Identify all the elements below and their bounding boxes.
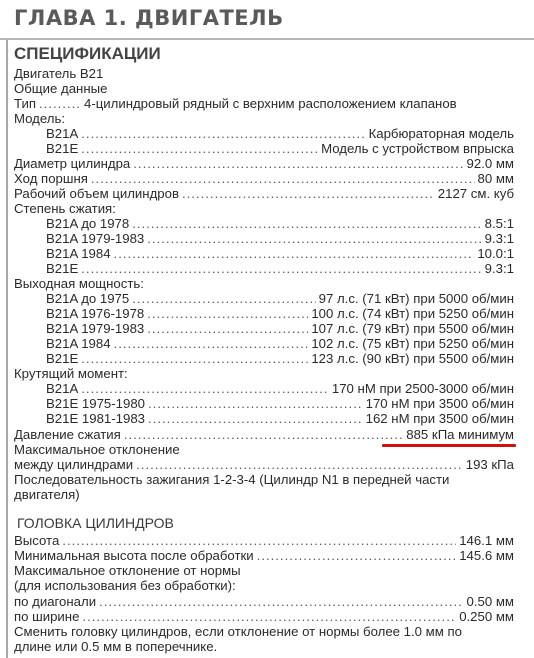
power-row [46, 336, 514, 352]
leader-dots [147, 231, 481, 247]
firing-order-line: Последовательность зажигания 1-2-3-4 (Цилиндр N1 в передней части [14, 472, 450, 487]
leader-dots [148, 396, 363, 412]
max-dev-line: Максимальное отклонение [14, 442, 180, 457]
compression-name: B21A 1979-1983 [46, 231, 145, 246]
leader-dots [99, 594, 463, 610]
height-label: Высота [14, 533, 60, 548]
leader-dots [81, 381, 329, 397]
power-value: 123 л.с. (90 кВт) при 5500 об/мин [311, 351, 514, 366]
replace-line: Сменить головку цилиндров, если отклонение от нормы более 1.0 мм по [14, 624, 462, 639]
power-row [46, 321, 514, 337]
leader-dots [81, 141, 318, 157]
bore-row [14, 156, 514, 172]
leader-dots [91, 171, 475, 187]
leader-dots [114, 246, 475, 262]
compression-row [46, 216, 514, 232]
min-height-value: 145.6 мм [459, 548, 514, 563]
power-name: B21A 1979-1983 [46, 321, 145, 336]
leader-dots [81, 351, 308, 367]
model-label: Модель: [14, 111, 65, 126]
compression-name: B21A до 1978 [46, 216, 130, 231]
engine-label: Двигатель B21 [14, 66, 104, 81]
power-name: B21E [46, 351, 79, 366]
leader-dots [147, 321, 308, 337]
leader-dots [124, 427, 403, 443]
compression-name: B21A 1984 [46, 246, 111, 261]
power-value: 107 л.с. (79 кВт) при 5500 об/мин [311, 321, 514, 336]
model-value: Модель с устройством впрыска [321, 141, 514, 156]
width-value: 0.250 мм [459, 609, 514, 624]
max-dev-row [14, 457, 514, 473]
power-label: Выходная мощность: [14, 276, 144, 291]
power-value: 102 л.с. (75 кВт) при 5250 об/мин [311, 336, 514, 351]
diag-row [14, 594, 514, 610]
model-row [46, 141, 514, 157]
max-dev-label: между цилиндрами [14, 457, 134, 472]
compression-row [46, 231, 514, 247]
margin-bar [6, 40, 8, 658]
compression-value: 8.5:1 [484, 216, 514, 231]
replace-line-2: длине или 0.5 мм в поперечнике. [14, 639, 218, 654]
min-height-row [14, 548, 514, 564]
torque-value: 170 нМ при 2500-3000 об/мин [331, 381, 514, 396]
compression-value: 9.3:1 [484, 231, 514, 246]
head-section-title: ГОЛОВКА ЦИЛИНДРОВ [17, 515, 174, 531]
torque-row [46, 411, 514, 427]
title-rule [0, 38, 534, 40]
compression-name: B21E [46, 261, 79, 276]
leader-dots [148, 411, 363, 427]
pressure-row [14, 427, 514, 443]
leader-dots [182, 186, 435, 202]
width-label: по ширине [14, 609, 80, 624]
power-value: 100 л.с. (74 кВт) при 5250 об/мин [311, 306, 514, 321]
model-value: Карбюраторная модель [368, 126, 514, 141]
compression-value: 10.0:1 [477, 246, 514, 261]
type-label: Тип [14, 96, 36, 111]
general-label: Общие данные [14, 81, 108, 96]
type-value: 4-цилиндровый рядный с верхним расположением клапанов [83, 96, 457, 111]
leader-dots [81, 126, 365, 142]
type-row [14, 96, 514, 112]
height-value: 146.1 мм [459, 533, 514, 548]
diag-label: по диагонали [14, 594, 97, 609]
torque-value: 162 нМ при 3500 об/мин [365, 411, 514, 426]
head-dev-line-2: (для использования без обработки): [14, 578, 236, 593]
head-dev-line: Максимальное отклонение от нормы [14, 563, 241, 578]
leader-dots [62, 533, 456, 549]
power-value: 97 л.с. (71 кВт) при 5000 об/мин [318, 291, 514, 306]
min-height-label: Минимальная высота после обработки [14, 548, 254, 563]
power-name: B21A 1984 [46, 336, 111, 351]
compression-row [46, 261, 514, 277]
power-row [46, 306, 514, 322]
power-name: B21A до 1975 [46, 291, 130, 306]
leader-dots [114, 336, 309, 352]
torque-label: Крутящий момент: [14, 366, 128, 381]
torque-name: B21E 1981-1983 [46, 411, 145, 426]
leader-dots [136, 457, 463, 473]
leader-dots [147, 306, 308, 322]
stroke-label: Ход поршня [14, 171, 88, 186]
compression-label: Степень сжатия: [14, 201, 116, 216]
leader-dots [132, 216, 481, 232]
diag-value: 0.50 мм [466, 594, 514, 609]
leader-dots [82, 609, 456, 625]
stroke-row [14, 171, 514, 187]
torque-row [46, 396, 514, 412]
compression-row [46, 246, 514, 262]
power-row [46, 351, 514, 367]
bore-label: Диаметр цилиндра [14, 156, 131, 171]
stroke-value: 80 мм [477, 171, 514, 186]
model-row [46, 126, 514, 142]
leader-dots [132, 291, 315, 307]
displacement-value: 2127 см. куб [437, 186, 514, 201]
torque-name: B21E 1975-1980 [46, 396, 145, 411]
displacement-row [14, 186, 514, 202]
displacement-label: Рабочий объем цилиндров [14, 186, 179, 201]
firing-order-line-2: двигателя) [14, 487, 80, 502]
width-row [14, 609, 514, 625]
pressure-value: 885 кПа минимум [406, 427, 514, 442]
compression-value: 9.3:1 [484, 261, 514, 276]
torque-name: B21A [46, 381, 79, 396]
leader-dots [133, 156, 463, 172]
pressure-label: Давление сжатия [14, 427, 121, 442]
leader-dots [81, 261, 481, 277]
model-name: B21A [46, 126, 79, 141]
bore-value: 92.0 мм [466, 156, 514, 171]
model-name: B21E [46, 141, 79, 156]
max-dev-value: 193 кПа [465, 457, 514, 472]
leader-dots [39, 96, 81, 112]
torque-row [46, 381, 514, 397]
power-row [46, 291, 514, 307]
specs-title: СПЕЦИФИКАЦИИ [14, 44, 161, 63]
leader-dots [257, 548, 457, 564]
chapter-title: ГЛАВА 1. ДВИГАТЕЛЬ [14, 6, 284, 30]
height-row [14, 533, 514, 549]
torque-value: 170 нМ при 3500 об/мин [365, 396, 514, 411]
power-name: B21A 1976-1978 [46, 306, 145, 321]
